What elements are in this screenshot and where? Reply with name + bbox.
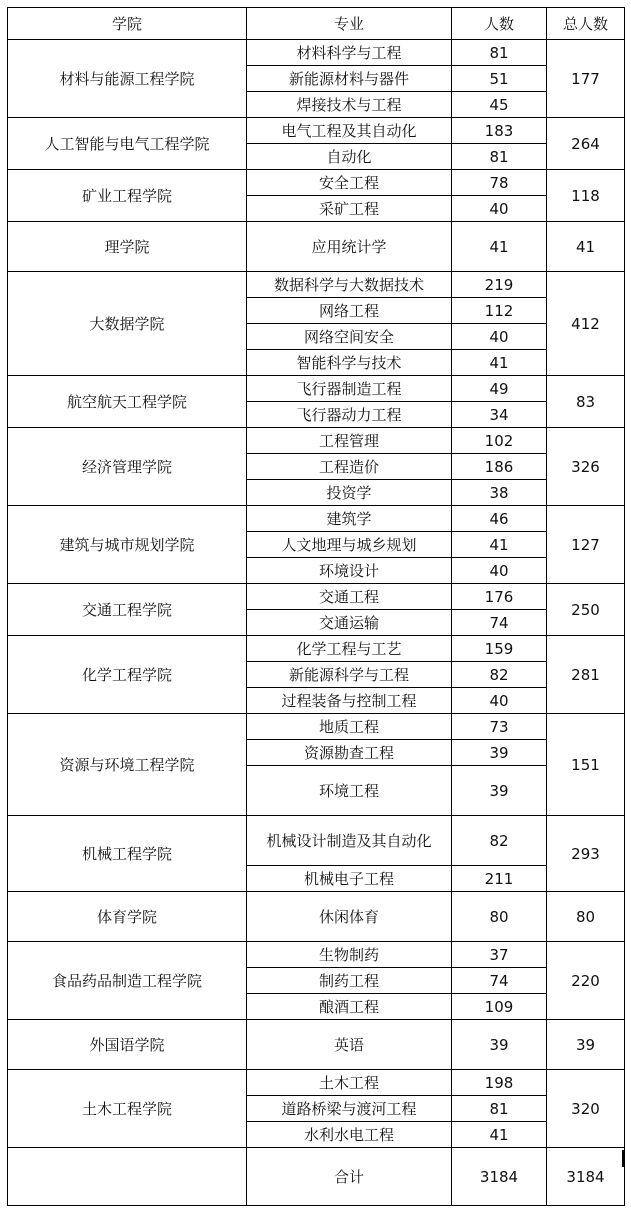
major-cell: 人文地理与城乡规划 — [247, 532, 452, 558]
header-major: 专业 — [247, 8, 452, 40]
count-cell: 186 — [452, 454, 547, 480]
college-total-cell: 80 — [547, 892, 625, 942]
major-cell: 安全工程 — [247, 170, 452, 196]
major-cell: 水利水电工程 — [247, 1122, 452, 1148]
college-total-cell: 320 — [547, 1070, 625, 1148]
count-cell: 49 — [452, 376, 547, 402]
table-row — [8, 170, 625, 196]
major-cell: 机械设计制造及其自动化 — [247, 816, 452, 866]
major-cell: 飞行器动力工程 — [247, 402, 452, 428]
college-total-cell: 220 — [547, 942, 625, 1020]
table-row — [8, 714, 625, 740]
college-total-cell: 127 — [547, 506, 625, 584]
major-cell: 电气工程及其自动化 — [247, 118, 452, 144]
table-row — [8, 272, 625, 298]
college-cell: 航空航天工程学院 — [8, 376, 247, 428]
college-total-cell: 281 — [547, 636, 625, 714]
college-total-cell: 118 — [547, 170, 625, 222]
college-cell: 建筑与城市规划学院 — [8, 506, 247, 584]
college-cell: 经济管理学院 — [8, 428, 247, 506]
major-cell: 英语 — [247, 1020, 452, 1070]
major-cell: 交通运输 — [247, 610, 452, 636]
count-cell: 41 — [452, 532, 547, 558]
count-cell: 219 — [452, 272, 547, 298]
college-cell: 食品药品制造工程学院 — [8, 942, 247, 1020]
college-cell: 土木工程学院 — [8, 1070, 247, 1148]
table-row — [8, 584, 625, 610]
total-row — [8, 1148, 625, 1206]
major-cell: 数据科学与大数据技术 — [247, 272, 452, 298]
college-cell: 资源与环境工程学院 — [8, 714, 247, 816]
count-cell: 41 — [452, 222, 547, 272]
total-count: 3184 — [452, 1148, 547, 1206]
count-cell: 109 — [452, 994, 547, 1020]
college-total-cell: 177 — [547, 40, 625, 118]
major-cell: 智能科学与技术 — [247, 350, 452, 376]
college-cell: 人工智能与电气工程学院 — [8, 118, 247, 170]
college-total-cell: 151 — [547, 714, 625, 816]
table-row — [8, 376, 625, 402]
major-cell: 生物制药 — [247, 942, 452, 968]
count-cell: 78 — [452, 170, 547, 196]
count-cell: 159 — [452, 636, 547, 662]
major-cell: 应用统计学 — [247, 222, 452, 272]
college-total-cell: 41 — [547, 222, 625, 272]
table-row — [8, 1020, 625, 1070]
major-cell: 环境工程 — [247, 766, 452, 816]
count-cell: 81 — [452, 1096, 547, 1122]
major-cell: 工程造价 — [247, 454, 452, 480]
college-cell: 交通工程学院 — [8, 584, 247, 636]
count-cell: 74 — [452, 610, 547, 636]
count-cell: 38 — [452, 480, 547, 506]
major-cell: 采矿工程 — [247, 196, 452, 222]
table-row — [8, 942, 625, 968]
college-total-cell: 326 — [547, 428, 625, 506]
count-cell: 183 — [452, 118, 547, 144]
count-cell: 41 — [452, 1122, 547, 1148]
table-row — [8, 892, 625, 942]
count-cell: 176 — [452, 584, 547, 610]
table-row — [8, 118, 625, 144]
major-cell: 交通工程 — [247, 584, 452, 610]
major-cell: 地质工程 — [247, 714, 452, 740]
count-cell: 40 — [452, 196, 547, 222]
count-cell: 34 — [452, 402, 547, 428]
count-cell: 211 — [452, 866, 547, 892]
count-cell: 112 — [452, 298, 547, 324]
major-cell: 投资学 — [247, 480, 452, 506]
college-total-cell: 264 — [547, 118, 625, 170]
count-cell: 39 — [452, 1020, 547, 1070]
edge-mark — [622, 1150, 624, 1167]
count-cell: 198 — [452, 1070, 547, 1096]
college-cell: 体育学院 — [8, 892, 247, 942]
major-cell: 网络工程 — [247, 298, 452, 324]
count-cell: 40 — [452, 558, 547, 584]
total-sum: 3184 — [547, 1148, 625, 1206]
table-row — [8, 506, 625, 532]
college-total-cell: 412 — [547, 272, 625, 376]
college-cell: 理学院 — [8, 222, 247, 272]
college-total-cell: 293 — [547, 816, 625, 892]
table-row — [8, 428, 625, 454]
major-cell: 化学工程与工艺 — [247, 636, 452, 662]
major-cell: 制药工程 — [247, 968, 452, 994]
count-cell: 81 — [452, 144, 547, 170]
count-cell: 40 — [452, 324, 547, 350]
major-cell: 网络空间安全 — [247, 324, 452, 350]
total-label: 合计 — [247, 1148, 452, 1206]
major-cell: 材料科学与工程 — [247, 40, 452, 66]
total-college-cell — [8, 1148, 247, 1206]
count-cell: 41 — [452, 350, 547, 376]
college-total-cell: 250 — [547, 584, 625, 636]
college-cell: 化学工程学院 — [8, 636, 247, 714]
college-cell: 大数据学院 — [8, 272, 247, 376]
table-row — [8, 816, 625, 866]
college-cell: 外国语学院 — [8, 1020, 247, 1070]
count-cell: 80 — [452, 892, 547, 942]
major-cell: 休闲体育 — [247, 892, 452, 942]
major-cell: 建筑学 — [247, 506, 452, 532]
count-cell: 37 — [452, 942, 547, 968]
count-cell: 82 — [452, 816, 547, 866]
major-cell: 机械电子工程 — [247, 866, 452, 892]
count-cell: 73 — [452, 714, 547, 740]
table-row — [8, 1070, 625, 1096]
count-cell: 51 — [452, 66, 547, 92]
major-cell: 新能源科学与工程 — [247, 662, 452, 688]
table-body — [8, 40, 625, 1148]
header-college: 学院 — [8, 8, 247, 40]
header-count: 人数 — [452, 8, 547, 40]
table-row — [8, 222, 625, 272]
major-cell: 土木工程 — [247, 1070, 452, 1096]
enrollment-table — [7, 7, 625, 1206]
major-cell: 过程装备与控制工程 — [247, 688, 452, 714]
major-cell: 工程管理 — [247, 428, 452, 454]
count-cell: 102 — [452, 428, 547, 454]
college-cell: 材料与能源工程学院 — [8, 40, 247, 118]
count-cell: 45 — [452, 92, 547, 118]
major-cell: 酿酒工程 — [247, 994, 452, 1020]
major-cell: 资源勘查工程 — [247, 740, 452, 766]
header-total: 总人数 — [547, 8, 625, 40]
count-cell: 39 — [452, 766, 547, 816]
major-cell: 道路桥梁与渡河工程 — [247, 1096, 452, 1122]
major-cell: 焊接技术与工程 — [247, 92, 452, 118]
header-row — [8, 8, 625, 40]
college-total-cell: 39 — [547, 1020, 625, 1070]
count-cell: 74 — [452, 968, 547, 994]
college-cell: 矿业工程学院 — [8, 170, 247, 222]
major-cell: 环境设计 — [247, 558, 452, 584]
major-cell: 新能源材料与器件 — [247, 66, 452, 92]
major-cell: 飞行器制造工程 — [247, 376, 452, 402]
count-cell: 81 — [452, 40, 547, 66]
college-cell: 机械工程学院 — [8, 816, 247, 892]
college-total-cell: 83 — [547, 376, 625, 428]
major-cell: 自动化 — [247, 144, 452, 170]
count-cell: 39 — [452, 740, 547, 766]
table-row — [8, 636, 625, 662]
table-row — [8, 40, 625, 66]
count-cell: 46 — [452, 506, 547, 532]
count-cell: 40 — [452, 688, 547, 714]
count-cell: 82 — [452, 662, 547, 688]
